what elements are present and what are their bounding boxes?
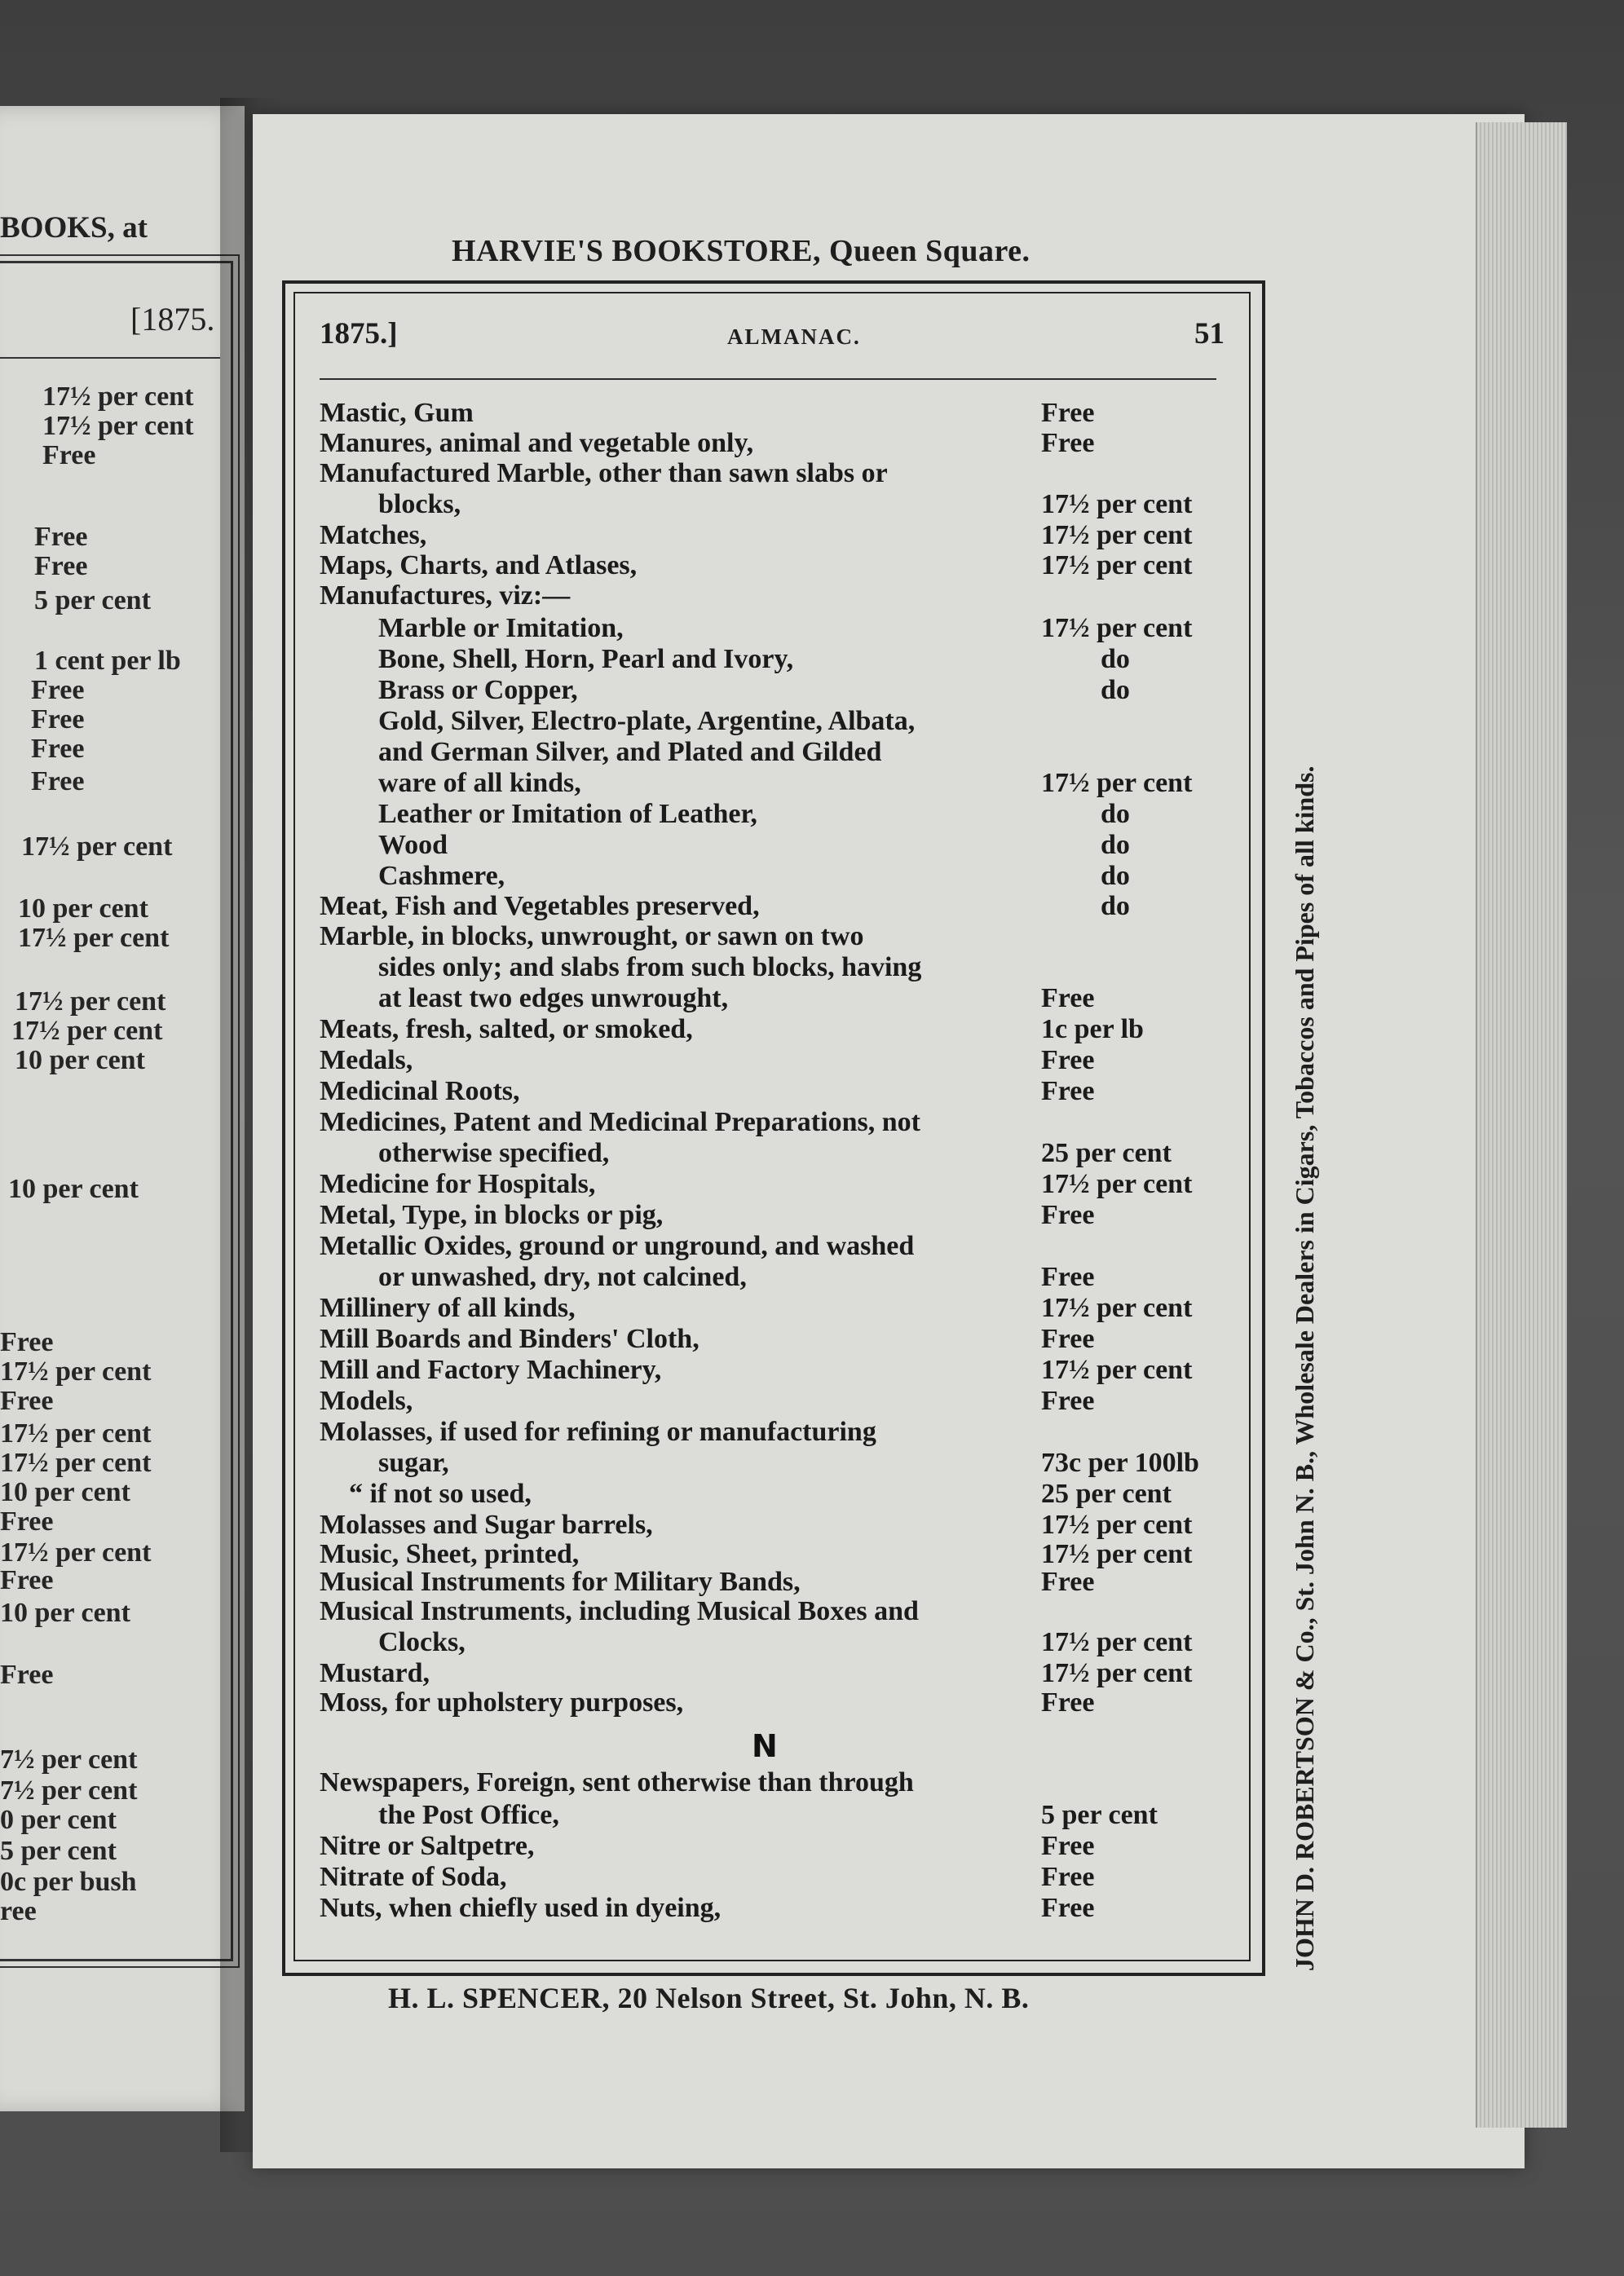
entry-description: at least two edges unwrought, [378,983,729,1013]
tariff-entry [320,1417,1225,1449]
tariff-entry [320,1200,1225,1233]
entry-duty-rate: 73c per 100lb [1041,1448,1199,1478]
tariff-entry [320,520,1225,553]
tariff-entry [320,861,1225,893]
entry-description: Mustard, [320,1658,430,1688]
previous-page-rate: Free [0,1565,54,1595]
entry-duty-rate: 17½ per cent [1041,550,1193,580]
entry-description: Molasses, if used for refining or manufacturing [320,1417,876,1447]
previous-page-rate: 7½ per cent [0,1775,138,1806]
entry-duty-rate: Free [1041,1200,1095,1230]
entry-description: Nuts, when chiefly used in dyeing, [320,1893,722,1923]
running-head-year: 1875.] [320,317,398,351]
tariff-entry [320,952,1225,985]
previous-page-rate: 10 per cent [18,893,148,924]
entry-description: Marble, in blocks, unwrought, or sawn on two [320,921,864,951]
entry-description: Metal, Type, in blocks or pig, [320,1200,664,1230]
previous-page-rate: 10 per cent [0,1477,130,1507]
entry-description: Wood [378,830,448,860]
entry-duty-rate: Free [1041,1567,1095,1597]
previous-page-rate: 17½ per cent [42,411,194,441]
entry-duty-rate: Free [1041,1831,1095,1861]
entry-duty-rate: 25 per cent [1041,1138,1172,1168]
entry-description: Models, [320,1386,413,1416]
entry-description: Mastic, Gum [320,398,474,428]
tariff-entry [320,737,1225,770]
tariff-entry [320,1479,1225,1511]
side-advert: JOHN D. ROBERTSON & Co., St. John N. B., Wholesale Dealers in Cigars, Tobaccos and Pipes of all kinds. [1290,765,1319,1971]
previous-page-rate: Free [31,766,85,796]
previous-page-rate: 17½ per cent [18,923,170,953]
tariff-entry [320,1138,1225,1171]
page-top-advert: HARVIE'S BOOKSTORE, Queen Square. [452,234,1030,268]
entry-duty-rate: 17½ per cent [1041,768,1193,798]
tariff-entry [320,1014,1225,1047]
tariff-entry [320,921,1225,954]
entry-description: Metallic Oxides, ground or unground, and washed [320,1231,915,1261]
section-letter: N [752,1728,778,1764]
tariff-entry [320,428,1225,461]
entry-description: Cashmere, [378,861,505,891]
previous-page-rate: Free [31,704,85,734]
previous-page-rates [0,382,228,1963]
entry-description: Medicine for Hospitals, [320,1169,596,1199]
previous-page-rate: Free [34,551,88,581]
entry-duty-rate: Free [1041,1893,1095,1923]
tariff-entry [320,799,1225,831]
tariff-entry [320,1567,1225,1599]
previous-page-rate: 17½ per cent [0,1448,152,1478]
entry-duty-rate: 17½ per cent [1041,489,1193,519]
entry-description: Nitre or Saltpetre, [320,1831,535,1861]
entry-duty-rate: Free [1041,1076,1095,1106]
entry-description: Music, Sheet, printed, [320,1539,580,1569]
previous-page-rate: 17½ per cent [42,382,194,412]
previous-page-rate: 10 per cent [0,1598,130,1628]
entry-duty-rate: do [1101,675,1130,705]
entry-duty-rate: Free [1041,398,1095,428]
entry-duty-rate: Free [1041,1687,1095,1718]
entry-duty-rate: 17½ per cent [1041,520,1193,550]
tariff-entry [320,1687,1225,1720]
tariff-entry [320,644,1225,677]
entry-duty-rate: 17½ per cent [1041,1293,1193,1323]
entry-description: Nitrate of Soda, [320,1862,507,1892]
tariff-entry [320,1627,1225,1660]
tariff-entry [320,891,1225,924]
tariff-entry [320,550,1225,583]
tariff-entry [320,1893,1225,1925]
previous-page-rate: 17½ per cent [21,831,173,862]
previous-page-rate: Free [0,1660,54,1690]
entry-duty-rate: Free [1041,1045,1095,1075]
tariff-entry [320,1262,1225,1295]
entry-duty-rate: Free [1041,428,1095,458]
previous-page-rate: Free [0,1327,54,1357]
previous-page-rate: Free [31,734,85,764]
tariff-entry [320,580,1225,613]
entry-duty-rate: 17½ per cent [1041,1539,1193,1569]
running-head-title: ALMANAC. [727,324,861,349]
tariff-entry [320,706,1225,739]
tariff-entry [320,1231,1225,1264]
entry-description: Medals, [320,1045,413,1075]
entry-duty-rate: do [1101,830,1130,860]
entry-duty-rate: do [1101,644,1130,674]
entry-duty-rate: do [1101,799,1130,829]
entry-description: “ if not so used, [349,1479,532,1509]
entry-description: Manures, animal and vegetable only, [320,428,754,458]
entry-description: Musical Instruments, including Musical Boxes and [320,1596,919,1626]
entry-description: Moss, for upholstery purposes, [320,1687,684,1718]
tariff-entry [320,1169,1225,1202]
tariff-entry [320,1767,1225,1800]
tariff-entry [320,1386,1225,1418]
tariff-entry [320,1076,1225,1109]
entry-duty-rate: 17½ per cent [1041,613,1193,643]
entry-description: Maps, Charts, and Atlases, [320,550,638,580]
page-footer-advert: H. L. SPENCER, 20 Nelson Street, St. John, N. B. [388,1982,1030,2014]
entry-duty-rate: Free [1041,1386,1095,1416]
tariff-entry [320,1324,1225,1356]
tariff-entry [320,1107,1225,1140]
entry-duty-rate: Free [1041,1324,1095,1354]
tariff-entry [320,458,1225,491]
tariff-entry [320,398,1225,430]
entry-duty-rate: 1c per lb [1041,1014,1144,1044]
tariff-entry [320,675,1225,708]
previous-page-rate: 10 per cent [8,1174,139,1204]
previous-page-rate: 0 per cent [0,1805,117,1835]
previous-page-rate: 17½ per cent [11,1016,163,1046]
tariff-entry [320,1293,1225,1325]
entry-duty-rate: Free [1041,983,1095,1013]
previous-page-rate: 0c per bush [0,1867,137,1897]
previous-page-year: [1875. [130,301,215,337]
entry-duty-rate: do [1101,891,1130,921]
entry-duty-rate: 5 per cent [1041,1800,1158,1830]
tariff-entry [320,830,1225,862]
tariff-entry [320,768,1225,801]
entry-description: Manufactured Marble, other than sawn slabs or [320,458,888,488]
entry-description: and German Silver, and Plated and Gilded [378,737,882,767]
previous-page-header: BOOKS, at [0,211,148,245]
previous-page-rate: 10 per cent [15,1045,145,1075]
entry-description: Musical Instruments for Military Bands, [320,1567,801,1597]
previous-page-rate: 7½ per cent [0,1744,138,1775]
entry-description: blocks, [378,489,461,519]
entry-duty-rate: Free [1041,1862,1095,1892]
previous-page-rate: 17½ per cent [15,986,166,1017]
entry-description: Medicinal Roots, [320,1076,520,1106]
tariff-entry [320,1658,1225,1691]
entry-description: Clocks, [378,1627,466,1657]
tariff-entry [320,983,1225,1016]
tariff-entry [320,1831,1225,1864]
entry-description: Medicines, Patent and Medicinal Preparations, not [320,1107,920,1137]
previous-page-rate: 17½ per cent [0,1356,152,1387]
previous-page-rule [0,357,220,359]
page-edges [1476,122,1567,2128]
previous-page-rate: Free [34,522,88,552]
tariff-entry [320,1800,1225,1833]
entry-duty-rate: 17½ per cent [1041,1658,1193,1688]
page-number: 51 [1194,317,1225,351]
previous-page-rate: Free [0,1386,54,1416]
tariff-list [320,0,1225,1956]
previous-page-rate: Free [0,1506,54,1537]
previous-page-rate: 5 per cent [0,1836,117,1866]
entry-duty-rate: 17½ per cent [1041,1627,1193,1657]
entry-description: otherwise specified, [378,1138,610,1168]
entry-description: Meat, Fish and Vegetables preserved, [320,891,760,921]
entry-description: Meats, fresh, salted, or smoked, [320,1014,693,1044]
entry-description: Brass or Copper, [378,675,578,705]
previous-page-rate: 17½ per cent [0,1418,152,1449]
entry-description: Matches, [320,520,427,550]
entry-description: Molasses and Sugar barrels, [320,1510,653,1540]
entry-duty-rate: 17½ per cent [1041,1169,1193,1199]
entry-duty-rate: do [1101,861,1130,891]
tariff-entry [320,613,1225,646]
tariff-entry [320,1045,1225,1078]
tariff-entry [320,1596,1225,1629]
entry-description: the Post Office, [378,1800,559,1830]
entry-duty-rate: 25 per cent [1041,1479,1172,1509]
previous-page-rate: Free [31,675,85,705]
previous-page-rate: 5 per cent [34,585,151,615]
entry-duty-rate: 17½ per cent [1041,1355,1193,1385]
entry-description: ware of all kinds, [378,768,581,798]
entry-description: Bone, Shell, Horn, Pearl and Ivory, [378,644,794,674]
tariff-entry [320,1862,1225,1894]
entry-description: Newspapers, Foreign, sent otherwise than through [320,1767,914,1797]
previous-page-rate: ree [0,1896,37,1926]
entry-description: Manufactures, viz:— [320,580,571,611]
entry-description: Marble or Imitation, [378,613,624,643]
tariff-entry [320,1510,1225,1542]
previous-page-rate: Free [42,440,96,470]
entry-description: Leather or Imitation of Leather, [378,799,757,829]
previous-page-rate: 1 cent per lb [34,646,181,676]
entry-description: Mill Boards and Binders' Cloth, [320,1324,699,1354]
entry-description: or unwashed, dry, not calcined, [378,1262,747,1292]
entry-description: Gold, Silver, Electro-plate, Argentine, Albata, [378,706,916,736]
entry-description: Mill and Factory Machinery, [320,1355,662,1385]
entry-duty-rate: 17½ per cent [1041,1510,1193,1540]
entry-description: sugar, [378,1448,449,1478]
entry-duty-rate: Free [1041,1262,1095,1292]
entry-description: sides only; and slabs from such blocks, having [378,952,922,982]
entry-description: Millinery of all kinds, [320,1293,576,1323]
previous-page-rate: 17½ per cent [0,1537,152,1568]
tariff-entry [320,1448,1225,1480]
tariff-entry [320,1355,1225,1387]
tariff-entry [320,489,1225,522]
